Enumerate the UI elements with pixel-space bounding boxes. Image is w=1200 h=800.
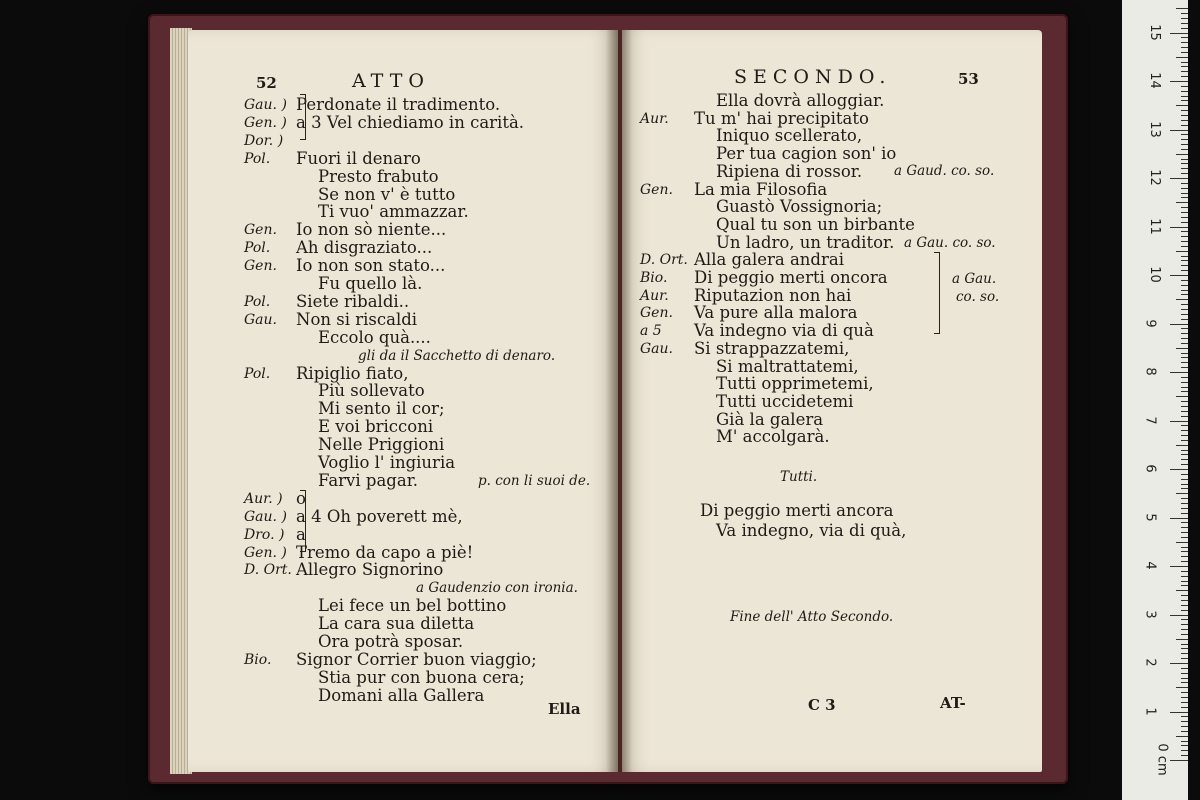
ruler-tick bbox=[1181, 435, 1188, 436]
left-line: Signor Corrier buon viaggio; bbox=[296, 649, 537, 669]
left-line: Più sollevato bbox=[318, 381, 425, 401]
left-line: E voi bricconi bbox=[318, 417, 434, 437]
left-speaker: Pol. bbox=[244, 150, 271, 167]
ruler-label: 15 bbox=[1146, 23, 1162, 41]
ruler-tick bbox=[1181, 149, 1188, 150]
ruler-tick bbox=[1181, 634, 1188, 635]
ruler-tick bbox=[1181, 120, 1188, 121]
right-speaker: Bio. bbox=[640, 270, 668, 286]
ruler-tick bbox=[1181, 673, 1188, 674]
ruler-label: 12 bbox=[1146, 169, 1162, 186]
ruler-tick bbox=[1181, 595, 1188, 596]
ruler-tick bbox=[1181, 508, 1188, 509]
ruler-tick bbox=[1181, 86, 1188, 87]
ruler-tick bbox=[1181, 37, 1188, 38]
ruler-tick bbox=[1181, 217, 1188, 218]
ruler-tick bbox=[1181, 474, 1188, 475]
ruler-tick bbox=[1181, 280, 1188, 281]
right-line: Tu m' hai precipitato bbox=[694, 108, 869, 128]
ruler-tick bbox=[1170, 178, 1188, 179]
ruler-tick bbox=[1170, 421, 1188, 422]
ruler-tick bbox=[1181, 484, 1188, 485]
ruler-tick bbox=[1170, 81, 1188, 82]
left-stage-direction: p. con li suoi de. bbox=[478, 473, 591, 489]
ruler-tick bbox=[1181, 401, 1188, 402]
ruler-tick bbox=[1181, 66, 1188, 67]
ruler-tick bbox=[1181, 270, 1188, 271]
left-speaker: Gau. bbox=[244, 311, 277, 328]
ruler-label: 7 bbox=[1142, 415, 1158, 425]
ruler-tick bbox=[1181, 498, 1188, 499]
ruler-tick bbox=[1181, 532, 1188, 533]
ruler-tick bbox=[1176, 8, 1188, 9]
left-speaker: Aur. ) bbox=[244, 490, 283, 507]
ruler-tick bbox=[1181, 309, 1188, 310]
right-line: Si maltrattatemi, bbox=[716, 356, 859, 376]
ruler-tick bbox=[1181, 668, 1188, 669]
right-line: Va indegno via di quà bbox=[694, 321, 874, 341]
left-line: Mi sento il cor; bbox=[318, 399, 445, 419]
left-line: gli da il Sacchetto di denaro. bbox=[358, 347, 556, 364]
left-line: Domani alla Gallera bbox=[318, 685, 485, 705]
ruler-tick bbox=[1181, 212, 1188, 213]
right-running-header: SECONDO. bbox=[734, 66, 892, 88]
ruler-label: 2 bbox=[1142, 658, 1158, 667]
ruler-tick bbox=[1181, 343, 1188, 344]
ruler-tick bbox=[1176, 590, 1188, 591]
ruler-tick bbox=[1181, 600, 1188, 601]
left-line: Voglio l' ingiuria bbox=[318, 453, 456, 472]
left-line: Io non sò niente... bbox=[296, 220, 447, 240]
ruler-tick bbox=[1181, 741, 1188, 742]
gutter bbox=[606, 30, 632, 772]
right-speaker: Aur. bbox=[640, 110, 669, 127]
ruler-tick bbox=[1181, 702, 1188, 703]
ruler-tick bbox=[1181, 13, 1188, 14]
ruler-tick bbox=[1176, 639, 1188, 640]
ruler-label: 4 bbox=[1142, 561, 1158, 570]
ruler-tick bbox=[1181, 115, 1188, 116]
ruler-tick bbox=[1181, 193, 1188, 194]
left-speaker: Gen. bbox=[244, 222, 277, 239]
ruler-tick bbox=[1181, 416, 1188, 417]
ruler-label: 8 bbox=[1142, 367, 1158, 376]
left-speaker: Gen. ) bbox=[244, 114, 287, 131]
ruler-tick bbox=[1181, 391, 1188, 392]
ruler-tick bbox=[1181, 91, 1188, 92]
ruler-tick bbox=[1181, 168, 1188, 169]
ruler-tick bbox=[1181, 697, 1188, 698]
right-line: Tutti uccidetemi bbox=[716, 391, 854, 411]
ruler-tick bbox=[1181, 197, 1188, 198]
ruler-tick bbox=[1181, 653, 1188, 654]
left-line: La cara sua diletta bbox=[318, 614, 475, 634]
ruler-tick bbox=[1181, 707, 1188, 708]
ruler-tick bbox=[1170, 130, 1188, 131]
signature-mark: C 3 bbox=[808, 696, 836, 714]
right-speaker: Gau. bbox=[640, 340, 673, 357]
ruler-tick bbox=[1181, 319, 1188, 320]
ruler-tick bbox=[1181, 726, 1188, 727]
ruler-tick bbox=[1181, 96, 1188, 97]
ruler-tick bbox=[1181, 716, 1188, 717]
left-catchword: Ella bbox=[548, 700, 581, 718]
ruler-tick bbox=[1181, 547, 1188, 548]
ruler-tick bbox=[1181, 648, 1188, 649]
ruler-tick bbox=[1181, 488, 1188, 489]
left-line: Io non son stato... bbox=[296, 256, 446, 276]
tutti-line-2: Va indegno, via di quà, bbox=[716, 521, 907, 540]
right-speaker: Gen. bbox=[640, 181, 673, 198]
right-line: La mia Filosofia bbox=[694, 179, 828, 199]
ruler-tick bbox=[1176, 445, 1188, 446]
ruler-label: 0 cm bbox=[1154, 743, 1170, 776]
ruler-tick bbox=[1181, 571, 1188, 572]
ruler-tick bbox=[1181, 144, 1188, 145]
ruler-tick bbox=[1181, 377, 1188, 378]
tutti-label: Tutti. bbox=[780, 469, 818, 485]
ruler-label: 1 bbox=[1142, 706, 1158, 716]
ruler-tick bbox=[1181, 624, 1188, 625]
left-line: Stia pur con buona cera; bbox=[318, 667, 525, 687]
ruler-tick bbox=[1170, 372, 1188, 373]
ruler-tick bbox=[1181, 556, 1188, 557]
ruler-tick bbox=[1181, 644, 1188, 645]
right-line: Per tua cagion son' io bbox=[716, 144, 897, 164]
ruler-tick bbox=[1181, 173, 1188, 174]
left-line: Ah disgraziato... bbox=[296, 238, 433, 258]
ruler-tick bbox=[1181, 658, 1188, 659]
ruler-tick bbox=[1181, 222, 1188, 223]
ruler-tick bbox=[1170, 663, 1188, 664]
ruler-tick bbox=[1181, 139, 1188, 140]
ruler-tick bbox=[1176, 493, 1188, 494]
ruler-tick bbox=[1176, 396, 1188, 397]
right-line: Di peggio merti oncora bbox=[694, 268, 888, 287]
right-line: Già la galera bbox=[716, 409, 824, 429]
ruler-tick bbox=[1181, 159, 1188, 160]
ruler-tick bbox=[1181, 183, 1188, 184]
left-line: a 3 Vel chiediamo in carità. bbox=[296, 112, 525, 132]
right-line: Alla galera andrai bbox=[694, 250, 844, 270]
ruler-tick bbox=[1176, 202, 1188, 203]
ruler-tick bbox=[1176, 154, 1188, 155]
ruler-tick bbox=[1181, 605, 1188, 606]
left-speaker: Gen. bbox=[244, 258, 277, 275]
left-speaker: Gen. ) bbox=[244, 544, 287, 561]
ruler-tick bbox=[1181, 537, 1188, 538]
ruler-tick bbox=[1181, 551, 1188, 552]
ruler-tick bbox=[1181, 231, 1188, 232]
ruler-tick bbox=[1181, 188, 1188, 189]
ruler-tick bbox=[1170, 615, 1188, 616]
right-line: Guastò Vossignoria; bbox=[716, 197, 883, 217]
ruler-tick bbox=[1181, 440, 1188, 441]
ruler-tick bbox=[1181, 47, 1188, 48]
left-line: a Gaudenzio con ironia. bbox=[416, 580, 578, 597]
ruler-tick bbox=[1181, 328, 1188, 329]
ruler-tick bbox=[1181, 406, 1188, 407]
left-running-header: ATTO bbox=[352, 70, 430, 92]
ruler-tick bbox=[1170, 712, 1188, 713]
ruler-tick bbox=[1181, 314, 1188, 315]
brace-a4 bbox=[300, 490, 306, 552]
ruler-tick bbox=[1181, 333, 1188, 334]
end-of-act: Fine dell' Atto Secondo. bbox=[730, 609, 894, 625]
ruler-tick bbox=[1181, 750, 1188, 751]
left-speaker: Gau. ) bbox=[244, 508, 287, 525]
left-line: Nelle Priggioni bbox=[318, 435, 445, 455]
right-line: Ella dovrà alloggiar. bbox=[716, 91, 885, 110]
ruler-tick bbox=[1176, 348, 1188, 349]
ruler-tick bbox=[1181, 76, 1188, 77]
right-line: Va pure alla malora bbox=[694, 303, 858, 323]
left-line: a 4 Oh poverett mè, bbox=[296, 506, 463, 526]
left-speaker: Dor. ) bbox=[244, 132, 284, 149]
ruler-tick bbox=[1181, 731, 1188, 732]
ruler-tick bbox=[1181, 678, 1188, 679]
right-line: Si strappazzatemi, bbox=[694, 338, 850, 358]
ruler-tick bbox=[1181, 513, 1188, 514]
ruler-tick bbox=[1170, 566, 1188, 567]
ruler-tick bbox=[1181, 357, 1188, 358]
ruler-tick bbox=[1176, 57, 1188, 58]
ruler-tick bbox=[1181, 581, 1188, 582]
ruler-tick bbox=[1181, 454, 1188, 455]
ruler-tick bbox=[1181, 629, 1188, 630]
direction-1: a Gaud. co. so. bbox=[894, 163, 995, 179]
ruler-tick bbox=[1170, 518, 1188, 519]
left-line: Ora potrà sposar. bbox=[318, 632, 464, 651]
ruler-tick bbox=[1181, 256, 1188, 257]
ruler-tick bbox=[1181, 367, 1188, 368]
right-speaker: D. Ort. bbox=[640, 252, 688, 269]
ruler-tick bbox=[1181, 353, 1188, 354]
right-speaker: Aur. bbox=[640, 287, 669, 304]
left-line: Se non v' è tutto bbox=[318, 184, 456, 204]
ruler-tick bbox=[1170, 469, 1188, 470]
tutti-line-1: Di peggio merti ancora bbox=[700, 501, 894, 520]
ruler-tick bbox=[1181, 71, 1188, 72]
ruler-tick bbox=[1181, 464, 1188, 465]
ruler-tick bbox=[1170, 275, 1188, 276]
ruler-tick bbox=[1181, 450, 1188, 451]
direction-3: a Gau. bbox=[952, 271, 997, 287]
ruler-tick bbox=[1176, 687, 1188, 688]
right-catchword: AT- bbox=[940, 694, 966, 712]
right-line: Qual tu son un birbante bbox=[716, 214, 915, 234]
ruler-tick bbox=[1181, 503, 1188, 504]
left-speaker: Pol. bbox=[244, 240, 271, 257]
left-speaker: Bio. bbox=[244, 651, 272, 668]
right-line: Riputazion non hai bbox=[694, 285, 852, 305]
right-line: Iniquo scellerato, bbox=[716, 126, 863, 146]
right-page-number: 53 bbox=[958, 70, 979, 88]
ruler-tick bbox=[1170, 227, 1188, 228]
left-line: o bbox=[296, 488, 306, 508]
ruler-tick bbox=[1181, 62, 1188, 63]
ruler-tick bbox=[1181, 425, 1188, 426]
ruler-label: 5 bbox=[1142, 512, 1158, 522]
left-page-number: 52 bbox=[256, 74, 277, 92]
ruler-tick bbox=[1181, 692, 1188, 693]
ruler-tick bbox=[1181, 304, 1188, 305]
right-line: M' accolgarà. bbox=[716, 427, 830, 447]
direction-2: a Gau. co. so. bbox=[904, 235, 996, 251]
ruler-tick bbox=[1181, 18, 1188, 19]
right-speaker: a 5 bbox=[640, 323, 662, 340]
ruler-tick bbox=[1181, 362, 1188, 363]
ruler-tick bbox=[1181, 207, 1188, 208]
ruler-tick bbox=[1181, 265, 1188, 266]
left-line: Allegro Signorino bbox=[296, 560, 444, 580]
ruler-tick bbox=[1176, 299, 1188, 300]
ruler-tick bbox=[1181, 290, 1188, 291]
left-line: Siete ribaldi.. bbox=[296, 291, 410, 311]
ruler-tick bbox=[1181, 682, 1188, 683]
left-speaker: Gau. ) bbox=[244, 97, 287, 113]
left-line: Fuori il denaro bbox=[296, 148, 421, 168]
brace-a5 bbox=[934, 252, 940, 334]
ruler-label: 11 bbox=[1146, 217, 1162, 235]
ruler-label: 14 bbox=[1146, 72, 1162, 89]
ruler-tick bbox=[1181, 745, 1188, 746]
ruler-tick bbox=[1181, 522, 1188, 523]
ruler-tick bbox=[1176, 105, 1188, 106]
ruler-tick bbox=[1176, 736, 1188, 737]
left-line: a bbox=[296, 524, 306, 544]
ruler-tick bbox=[1181, 163, 1188, 164]
ruler-tick bbox=[1181, 294, 1188, 295]
right-line: Ripiena di rossor. bbox=[716, 161, 863, 181]
right-speaker: Gen. bbox=[640, 305, 673, 322]
ruler-tick bbox=[1170, 33, 1188, 34]
left-line: Tremo da capo a piè! bbox=[296, 542, 474, 562]
ruler-tick bbox=[1176, 251, 1188, 252]
ruler-tick bbox=[1181, 134, 1188, 135]
left-line: Presto frabuto bbox=[318, 166, 439, 186]
left-line: Fu quello là. bbox=[318, 274, 423, 293]
ruler-tick bbox=[1181, 285, 1188, 286]
ruler-label: 13 bbox=[1146, 120, 1162, 138]
ruler-tick bbox=[1170, 324, 1188, 325]
left-line: Ripiglio fiato, bbox=[296, 363, 409, 383]
left-line: Farvi pagar. bbox=[318, 470, 419, 490]
ruler-tick bbox=[1181, 459, 1188, 460]
ruler-tick bbox=[1176, 542, 1188, 543]
left-speaker: Pol. bbox=[244, 365, 271, 382]
ruler-tick bbox=[1170, 760, 1188, 761]
ruler-tick bbox=[1181, 430, 1188, 431]
ruler-label: 6 bbox=[1142, 464, 1158, 473]
ruler-tick bbox=[1181, 338, 1188, 339]
ruler-tick bbox=[1181, 23, 1188, 24]
ruler-tick bbox=[1181, 576, 1188, 577]
ruler-tick bbox=[1181, 721, 1188, 722]
ruler-tick bbox=[1181, 125, 1188, 126]
ruler-tick bbox=[1181, 241, 1188, 242]
right-line: Tutti opprimetemi, bbox=[716, 374, 874, 394]
ruler-tick bbox=[1181, 382, 1188, 383]
left-speaker: D. Ort. bbox=[244, 562, 292, 579]
ruler-tick bbox=[1181, 236, 1188, 237]
ruler-label: 9 bbox=[1142, 318, 1158, 328]
brace-a3 bbox=[300, 94, 306, 140]
ruler-tick bbox=[1181, 755, 1188, 756]
left-line: Perdonate il tradimento. bbox=[296, 95, 501, 114]
ruler-tick bbox=[1181, 479, 1188, 480]
ruler-tick bbox=[1181, 610, 1188, 611]
measuring-ruler bbox=[1122, 0, 1188, 800]
left-speaker: Dro. ) bbox=[244, 526, 285, 543]
ruler-tick bbox=[1181, 387, 1188, 388]
ruler-tick bbox=[1181, 527, 1188, 528]
ruler-tick bbox=[1181, 585, 1188, 586]
ruler-tick bbox=[1181, 260, 1188, 261]
ruler-label: 3 bbox=[1142, 609, 1158, 619]
ruler-tick bbox=[1181, 28, 1188, 29]
left-line: Ti vuo' ammazzar. bbox=[318, 202, 469, 222]
ruler-tick bbox=[1181, 411, 1188, 412]
ruler-tick bbox=[1181, 561, 1188, 562]
direction-4: co. so. bbox=[956, 289, 1000, 305]
left-line: Lei fece un bel bottino bbox=[318, 596, 507, 616]
ruler-tick bbox=[1181, 52, 1188, 53]
left-line: Non si riscaldi bbox=[296, 309, 418, 329]
left-line: Eccolo quà.... bbox=[318, 327, 431, 347]
ruler-tick bbox=[1181, 619, 1188, 620]
ruler-tick bbox=[1181, 42, 1188, 43]
ruler-tick bbox=[1181, 110, 1188, 111]
ruler-tick bbox=[1181, 100, 1188, 101]
ruler-tick bbox=[1181, 246, 1188, 247]
right-line: Un ladro, un traditor. bbox=[716, 232, 895, 252]
ruler-label: 10 bbox=[1146, 266, 1162, 283]
left-speaker: Pol. bbox=[244, 293, 271, 310]
